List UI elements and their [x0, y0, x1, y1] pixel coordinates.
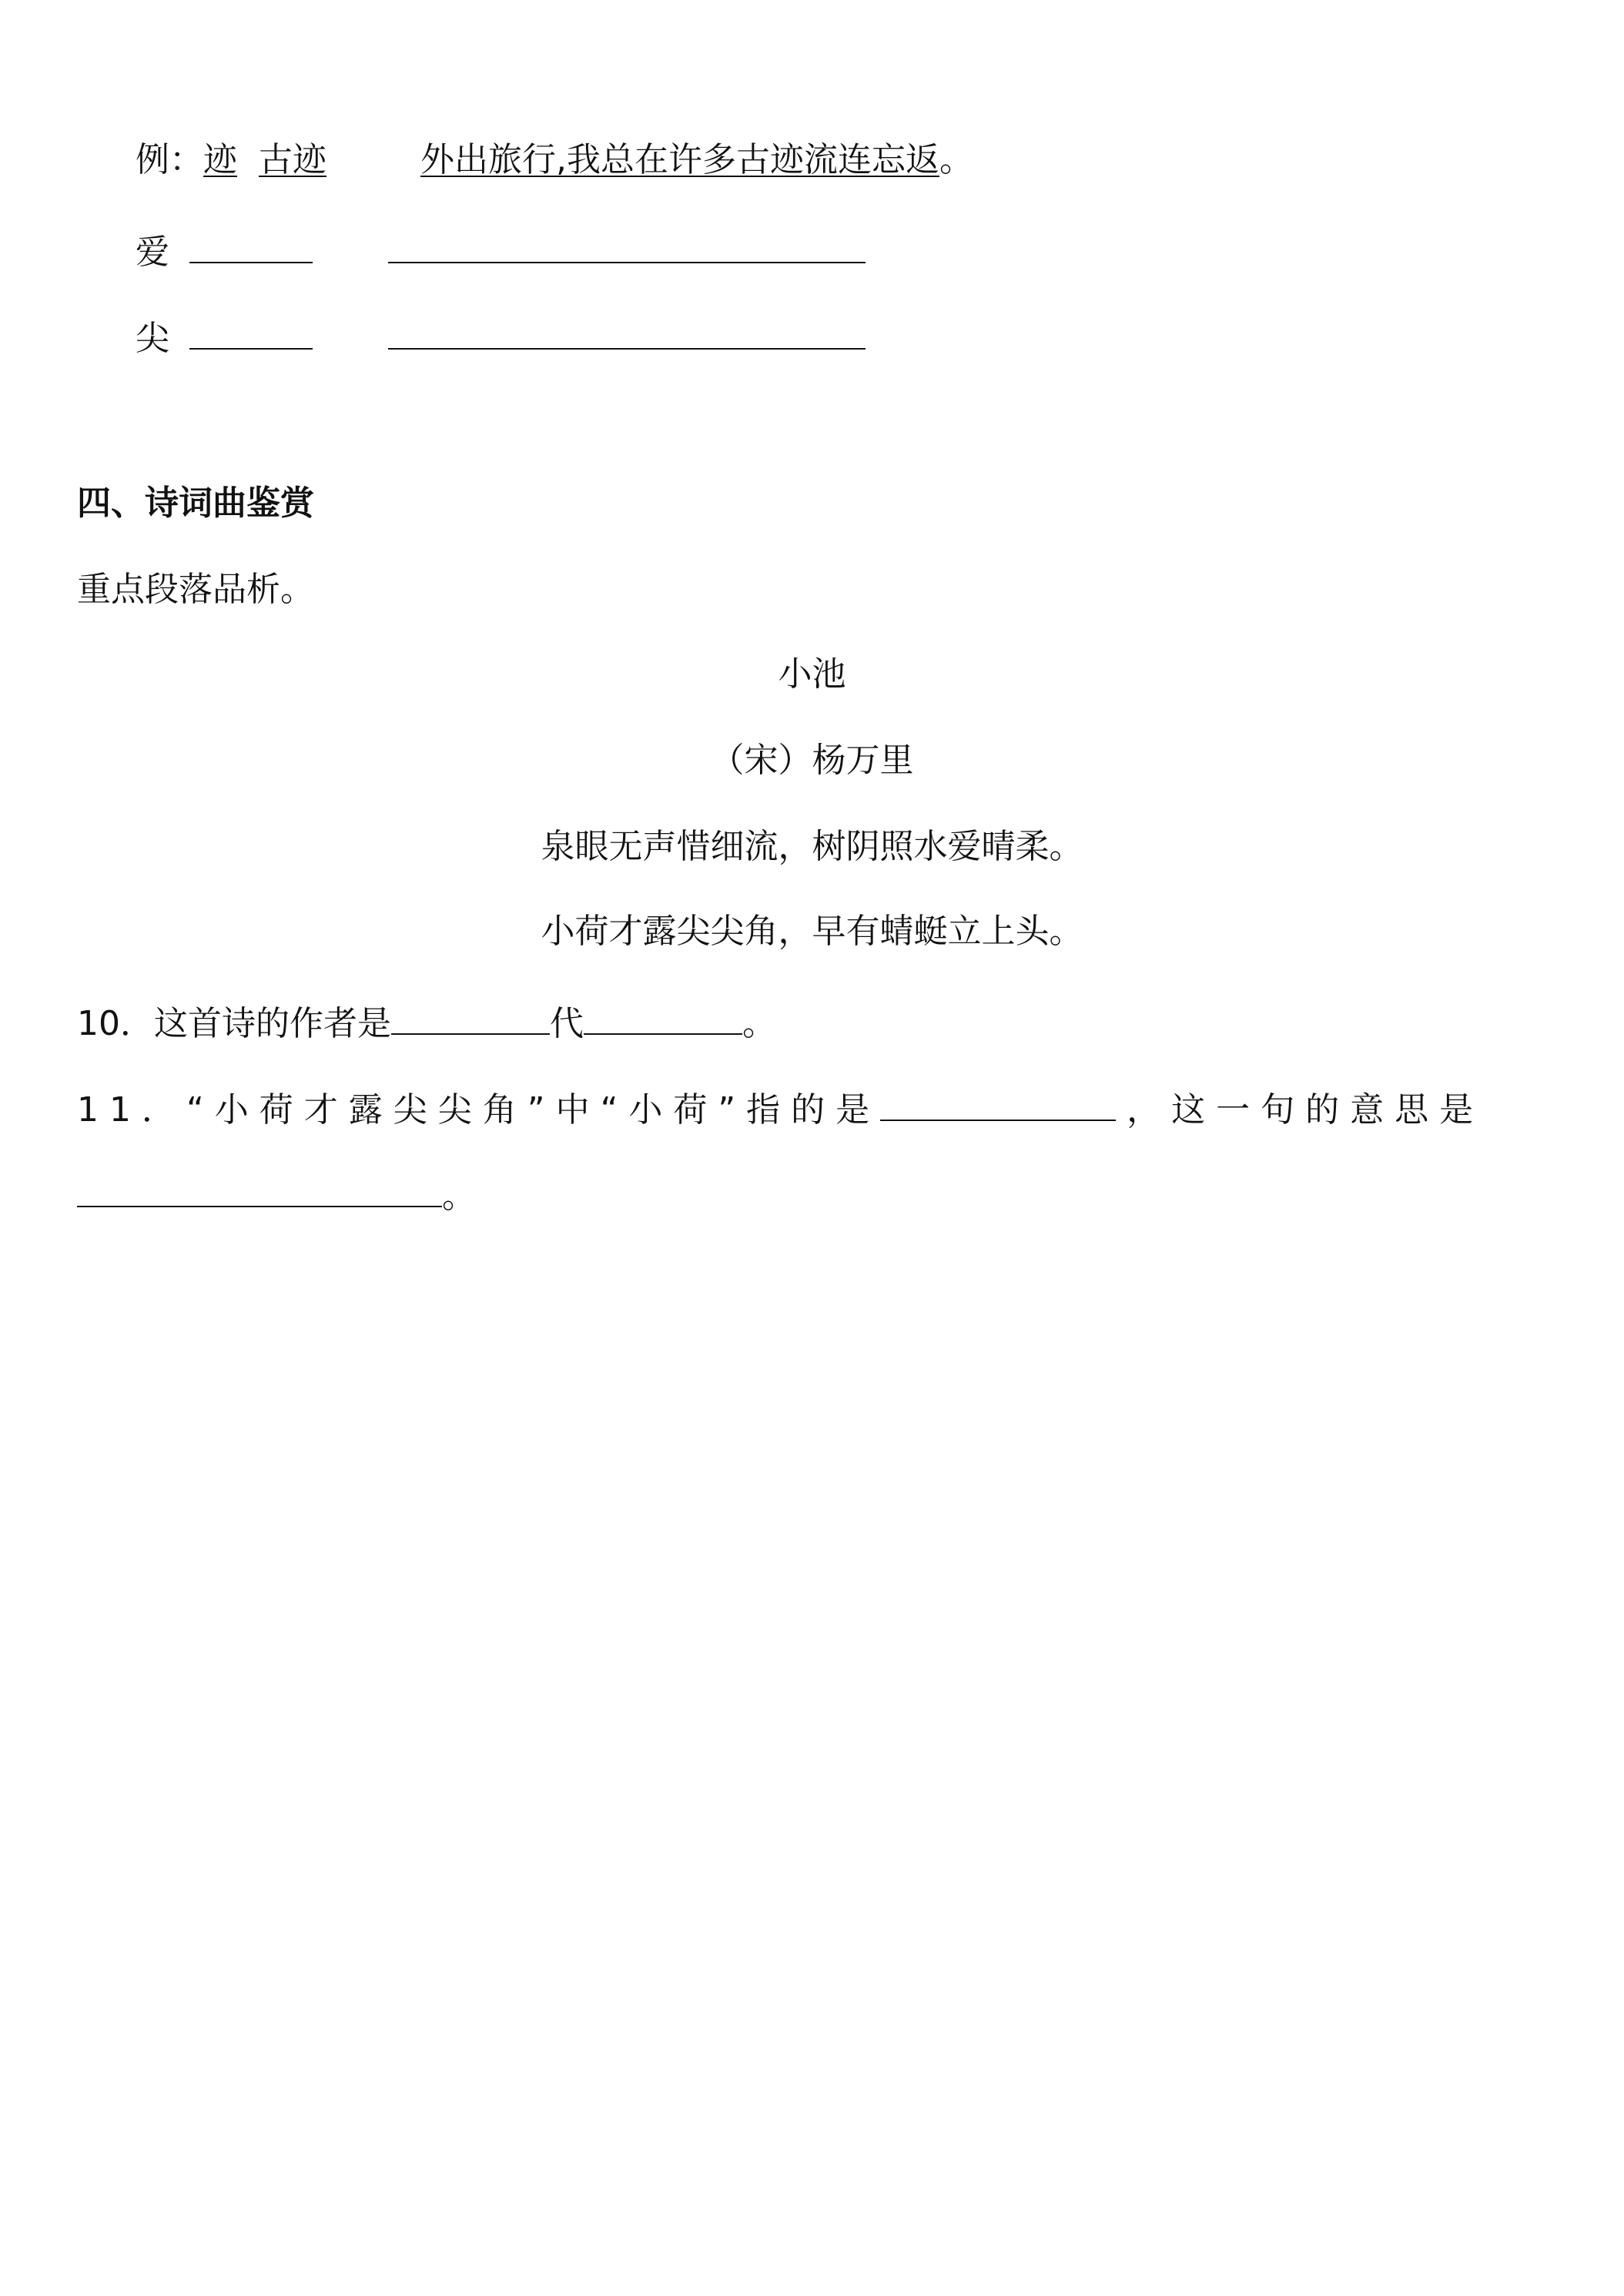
row-jian: [136, 316, 313, 356]
example-char: 迹: [203, 140, 237, 179]
row-ai-sentence-blank[interactable]: [388, 229, 866, 263]
q11-blank-meaning-sentence[interactable]: [77, 1173, 442, 1207]
section-title: 四、诗词曲鉴赏: [77, 484, 314, 523]
row-ai-char: 爱: [136, 232, 169, 272]
q10-blank-dynasty[interactable]: [391, 1001, 550, 1035]
q11-middle: ，这一句的意思是: [1127, 1089, 1485, 1130]
q10-middle: 代: [550, 1003, 584, 1043]
q11-blank-meaning-word[interactable]: [880, 1087, 1116, 1121]
row-jian-char: 尖: [136, 318, 169, 358]
row-jian-sentence-blank[interactable]: [388, 316, 866, 350]
q10-end: 。: [742, 1003, 776, 1043]
row-ai: [136, 229, 313, 272]
section-instruction: 重点段落品析。: [77, 570, 314, 609]
question-10: [77, 1001, 776, 1041]
example-word: 古迹: [259, 140, 326, 179]
question-11-cont: [77, 1173, 476, 1216]
question-11: [77, 1087, 1485, 1130]
q11-end: 。: [442, 1176, 476, 1216]
poem-line-1: 泉眼无声惜细流，树阴照水爱晴柔。: [541, 827, 1083, 866]
poem-title: 小池: [778, 654, 846, 694]
poem-line-2: 小荷才露尖尖角，早有蜻蜓立上头。: [541, 912, 1083, 951]
q10-blank-author[interactable]: [584, 1001, 742, 1035]
example-sentence-row: [420, 140, 973, 179]
poem-author: （宋）杨万里: [710, 741, 914, 780]
row-ai-sentence: [388, 229, 866, 269]
row-jian-word-blank[interactable]: [189, 316, 313, 350]
q10-prefix: 10．这首诗的作者是: [77, 1003, 391, 1043]
q11-prefix: 11．“小荷才露尖尖角”中“小荷”指的是: [77, 1089, 881, 1130]
example-end: 。: [939, 140, 973, 179]
example-label: 例：: [136, 140, 203, 179]
row-jian-sentence: [388, 316, 866, 356]
example-sentence: 外出旅行,我总在许多古迹流连忘返: [420, 140, 939, 179]
example-row: [136, 140, 343, 179]
row-ai-word-blank[interactable]: [189, 229, 313, 263]
